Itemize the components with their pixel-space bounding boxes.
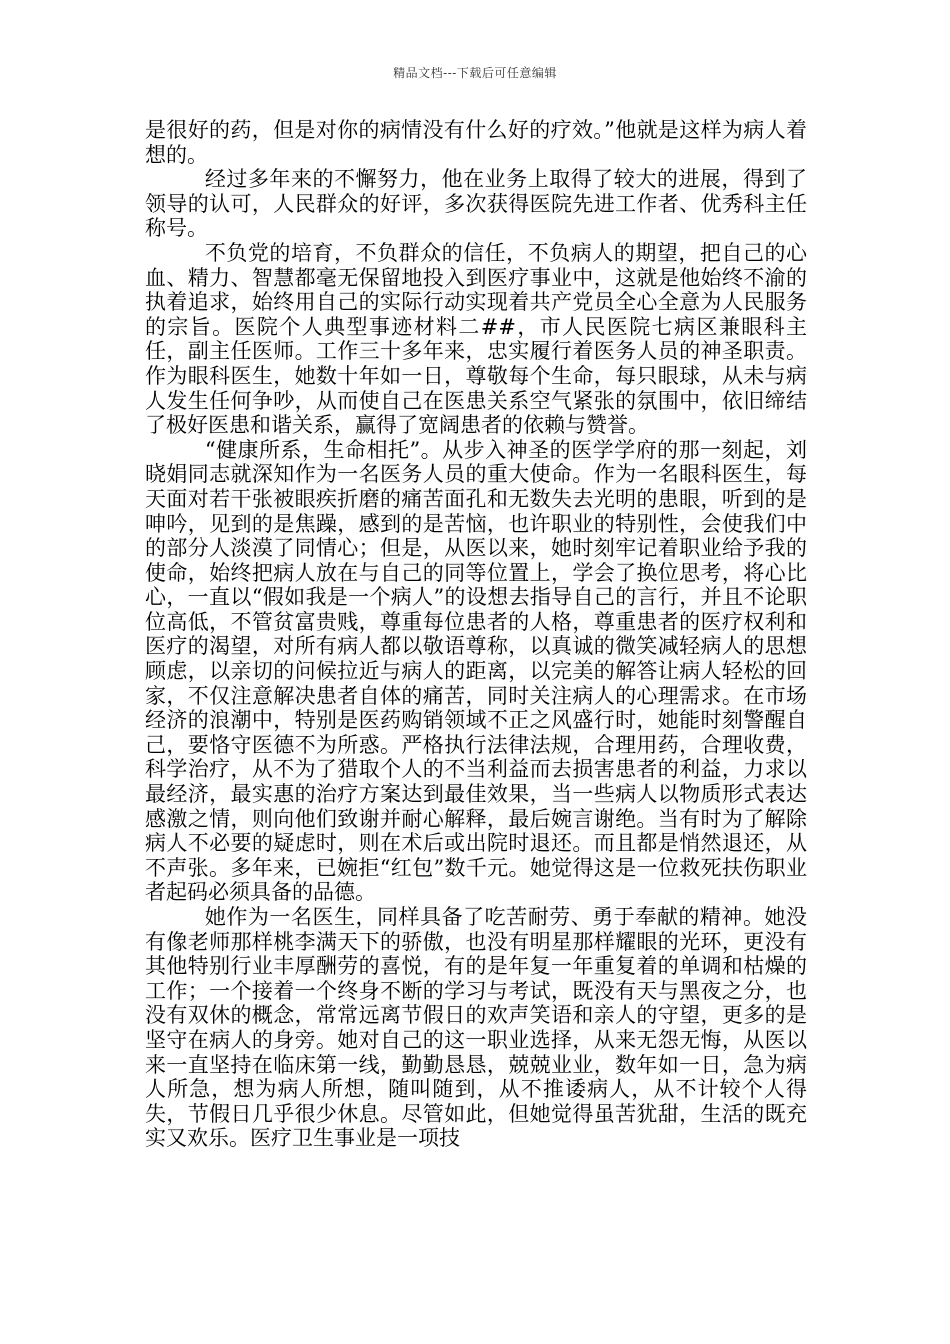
paragraph-3: 不负党的培育，不负群众的信任，不负病人的期望，把自己的心血、精力、智慧都毫无保留地投入到医疗事业中，这就是他始终不渝的执着追求，始终用自己的实际行动实现着共产党员全心全意为人民服务的宗旨。医院个人典型事迹材料二##，市人民医院七病区兼眼科主任，副主任医师。工作三十多年来，忠实履行着医务人员的神圣职责。作为眼科医生，她数十年如一日，尊敬每个生命，每只眼球，从未与病人发生任何争吵，从而使自己在医患关系空气紧张的氛围中，依旧缔结了极好医患和谐关系，赢得了宽阔患者的依赖与赞誉。	[145, 240, 807, 438]
paragraph-4: “健康所系，生命相托”。从步入神圣的医学学府的那一刻起，刘晓娟同志就深知作为一名医务人员的重大使命。作为一名眼科医生，每天面对若干张被眼疾折磨的痛苦面孔和无数失去光明的患眼，听到的是呻吟，见到的是焦躁，感到的是苦恼，也许职业的特别性，会使我们中的部分人淡漠了同情心；但是，从医以来，她时刻牢记着职业给予我的使命，始终把病人放在与自己的同等位置上，学会了换位思考，将心比心，一直以“假如我是一个病人”的设想去指导自己的言行，并且不论职位高低，不管贫富贵贱，尊重每位患者的人格，尊重患者的医疗权利和医疗的渴望，对所有病人都以敬语尊称，以真诚的微笑减轻病人的思想顾虑，以亲切的问候拉近与病人的距离，以完美的解答让病人轻松的回家，不仅注意解决患者自体的痛苦，同时关注病人的心理需求。在市场经济的浪潮中，特别是医药购销领域不正之风盛行时，她能时刻警醒自己，要恪守医德不为所惑。严格执行法律法规，合理用药，合理收费，科学治疗，从不为了猎取个人的不当利益而去损害患者的利益，力求以最经济，最实惠的治疗方案达到最佳效果，当一些病人以物质形式表达感激之情，则向他们致谢并耐心解释，最后婉言谢绝。当有时为了解除病人不必要的疑虑时，则在术后或出院时退还。而且都是悄然退还，从不声张。多年来，已婉拒“红包”数千元。她觉得这是一位救死扶伤职业者起码必须具备的品德。	[145, 437, 807, 905]
paragraph-5: 她作为一名医生，同样具备了吃苦耐劳、勇于奉献的精神。她没有像老师那样桃李满天下的骄傲，也没有明星那样耀眼的光环，更没有其他特别行业丰厚酬劳的喜悦，有的是年复一年重复着的单调和枯燥的工作；一个接着一个终身不断的学习与考试，既没有天与黑夜之分，也没有双休的概念，常常远离节假日的欢声笑语和亲人的守望，更多的是坚守在病人的身旁。她对自己的这一职业选择，从来无怨无悔，从医以来一直坚持在临床第一线，勤勤恳恳，兢兢业业，数年如一日，急为病人所急，想为病人所想，随叫随到，从不推诿病人，从不计较个人得失，节假日几乎很少休息。尽管如此，但她觉得虽苦犹甜，生活的既充实又欢乐。医疗卫生事业是一项技	[145, 905, 807, 1151]
paragraph-2: 经过多年来的不懈努力，他在业务上取得了较大的进展，得到了领导的认可，人民群众的好评，多次获得医院先进工作者、优秀科主任称号。	[145, 167, 807, 241]
paragraph-1: 是很好的药，但是对你的病情没有什么好的疗效。”他就是这样为病人着想的。	[145, 118, 807, 167]
document-body	[145, 118, 807, 1151]
page-header: 精品文档---下载后可任意编辑	[393, 66, 557, 80]
